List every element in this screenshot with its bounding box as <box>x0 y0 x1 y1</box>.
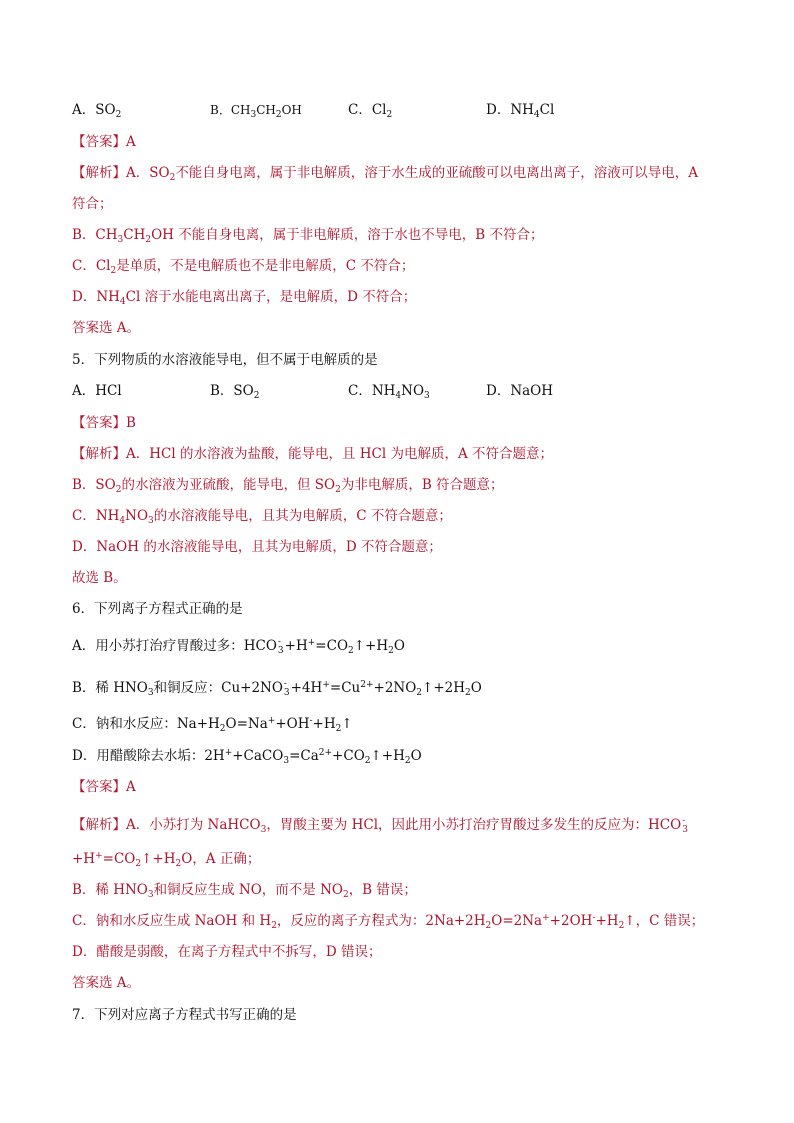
q4-option-a: A．$SO_2$ <box>72 102 122 120</box>
q4-analysis-line-5: D．$NH_4Cl$ 溶于水能电离出离子，是电解质，D 不符合； <box>72 289 417 307</box>
q4-option-d: D．$NH_4Cl$ <box>486 102 555 120</box>
q5-analysis-line-1: 【解析】A．HCl 的水溶液为盐酸，能导电，且 HCl 为电解质，A 不符合题意； <box>72 446 554 462</box>
q4-analysis-line-2: 符合； <box>72 196 113 212</box>
q6-analysis-line-3: B．稀 $HNO_3$和铜反应生成 NO，而不是 $NO_2$，B 错误； <box>72 882 417 900</box>
q5-analysis-line-4: D．NaOH 的水溶液能导电，且其为电解质，D 不符合题意； <box>72 539 442 555</box>
q6-option-b: B．稀 $HNO_3$和铜反应：Cu+2NO - 3 $+4H^+=Cu^{2+}+2NO_2↑+2H_2O$ <box>72 678 482 698</box>
q5-option-b: B．$SO_2$ <box>210 383 260 401</box>
q4-analysis-line-4: C．$Cl_2$是单质，不是电解质也不是非电解质，C 不符合； <box>72 258 415 276</box>
q6-analysis-line-6: 答案选 A。 <box>72 975 141 991</box>
q4-option-c: C．$Cl_2$ <box>348 102 393 120</box>
q6-analysis-line-1: 【解析】A．小苏打为 NaHCO$_3$，胃酸主要为 HCl，因此用小苏打治疗胃酸过多发生的反应为：HCO - 3 <box>72 815 688 835</box>
q6-option-a: A．用小苏打治疗胃酸过多：HCO - 3 $+H^+=CO_2↑+H_2O$ <box>72 636 405 656</box>
q4-analysis-line-3: B．$CH_3CH_2OH$ 不能自身电离，属于非电解质，溶于水也不导电，B 不符合； <box>72 227 544 245</box>
q6-analysis-line-2: $+H^+=CO_2↑+H_2O$，A 正确； <box>72 851 261 869</box>
q5-answer: 【答案】B <box>72 415 136 431</box>
q6-stem: 6．下列离子方程式正确的是 <box>72 601 243 617</box>
q6-analysis-line-5: D．醋酸是弱酸，在离子方程式中不拆写，D 错误； <box>72 944 382 960</box>
q4-answer: 【答案】A <box>72 134 136 150</box>
q5-analysis-line-5: 故选 B。 <box>72 570 127 586</box>
q5-analysis-line-2: B．$SO_2$的水溶液为亚硫酸，能导电，但 $SO_2$为非电解质，B 符合题意； <box>72 477 504 495</box>
q4-option-b: B．$CH_3CH_2OH$ <box>210 103 302 120</box>
q4-analysis-line-6: 答案选 A。 <box>72 320 141 336</box>
q6-option-c: C．钠和水反应：$Na+H_2O=Na^++OH^-+H_2↑$ <box>72 716 353 734</box>
q5-analysis-line-3: C．$NH_4NO_3$的水溶液能导电，且其为电解质，C 不符合题意； <box>72 508 452 526</box>
q5-option-d: D．NaOH <box>486 383 554 399</box>
q7-stem: 7．下列对应离子方程式书写正确的是 <box>72 1007 297 1023</box>
q5-option-c: C．$NH_4NO_3$ <box>348 383 430 401</box>
q6-analysis-line-4: C．钠和水反应生成 NaOH 和 $H_2$，反应的离子方程式为：$2Na+2H_2O=2Na^++2OH^-+H_2↑$，C 错误； <box>72 913 705 931</box>
q5-option-a: A．HCl <box>72 383 122 399</box>
q6-option-d: D．用醋酸除去水垢：$2H^++CaCO_3=Ca^{2+}+CO_2↑+H_2O$ <box>72 748 422 766</box>
q6-answer: 【答案】A <box>72 779 136 795</box>
q4-analysis-line-1: 【解析】A．$SO_2$不能自身电离，属于非电解质，溶于水生成的亚硫酸可以电离出离子，溶液可以导电，A <box>72 165 699 183</box>
q5-stem: 5．下列物质的水溶液能导电，但不属于电解质的是 <box>72 352 378 368</box>
